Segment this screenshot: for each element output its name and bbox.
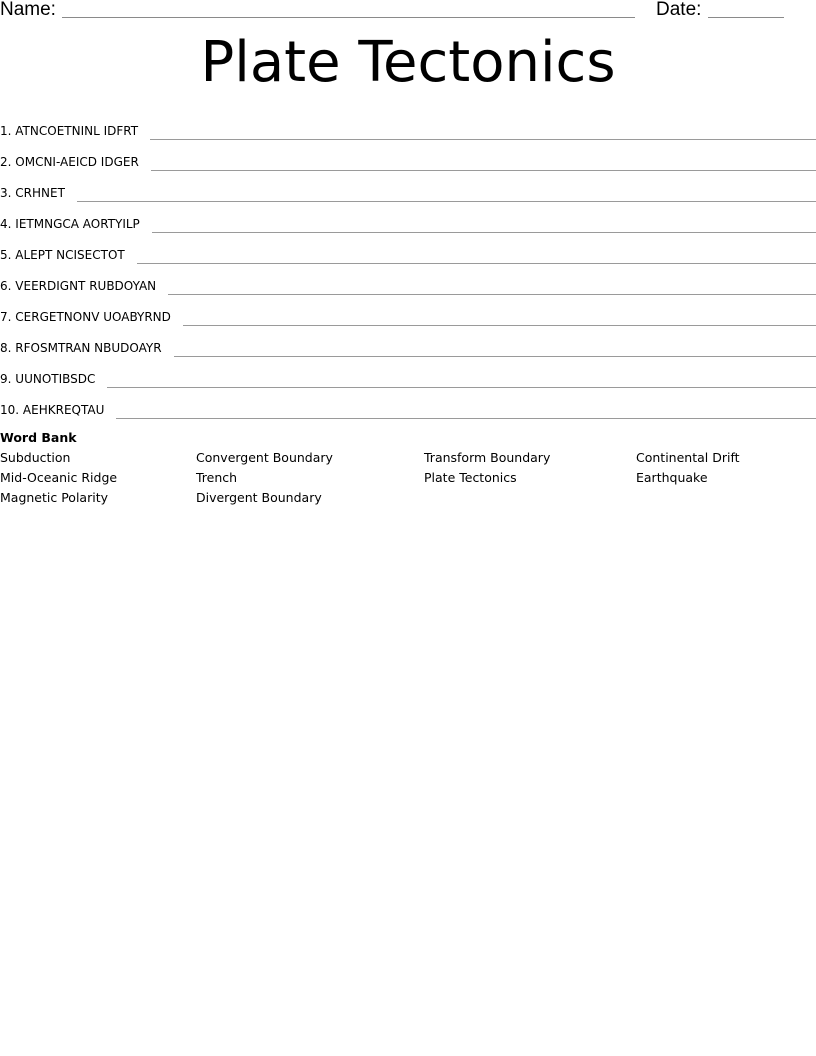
- item-number: 9.: [0, 372, 12, 386]
- answer-blank-line[interactable]: [77, 200, 816, 202]
- word-bank-word: Convergent Boundary: [196, 450, 333, 465]
- scramble-item: [0, 296, 816, 327]
- answer-blank-line[interactable]: [168, 293, 816, 295]
- word-bank-word: Transform Boundary: [424, 450, 551, 465]
- scramble-item: [0, 172, 816, 203]
- scramble-item: [0, 110, 816, 141]
- answer-blank-line[interactable]: [137, 262, 816, 264]
- word-bank-word: Magnetic Polarity: [0, 490, 108, 505]
- item-number: 7.: [0, 310, 12, 324]
- item-number: 4.: [0, 217, 12, 231]
- scramble-label: [0, 338, 162, 358]
- scramble-label: [0, 121, 138, 141]
- item-number: 2.: [0, 155, 12, 169]
- scrambled-word: CERGETNONV UOABYRND: [15, 310, 171, 324]
- scramble-label: [0, 183, 65, 203]
- date-label: Date:: [656, 0, 702, 20]
- item-number: 6.: [0, 279, 12, 293]
- answer-blank-line[interactable]: [150, 138, 816, 140]
- worksheet-title: Plate Tectonics: [200, 30, 616, 95]
- word-bank-word: Continental Drift: [636, 450, 740, 465]
- scrambled-word: ALEPT NCISECTOT: [15, 248, 125, 262]
- scrambled-word: ATNCOETNINL IDFRT: [15, 124, 139, 138]
- header-row: [0, 0, 816, 24]
- answer-blank-line[interactable]: [152, 231, 816, 233]
- date-blank-line[interactable]: [708, 17, 784, 18]
- scramble-item: [0, 203, 816, 234]
- word-bank-word: Plate Tectonics: [424, 470, 517, 485]
- word-bank-word: Divergent Boundary: [196, 490, 322, 505]
- scrambled-word: RFOSMTRAN NBUDOAYR: [15, 341, 162, 355]
- scramble-item: [0, 141, 816, 172]
- word-bank-title: Word Bank: [0, 430, 77, 445]
- name-label: Name:: [0, 0, 56, 20]
- answer-blank-line[interactable]: [183, 324, 816, 326]
- item-number: 1.: [0, 124, 12, 138]
- word-bank-grid: [0, 448, 816, 508]
- scramble-label: [0, 245, 125, 265]
- scramble-label: [0, 400, 104, 420]
- answer-blank-line[interactable]: [116, 417, 816, 419]
- scrambled-word: CRHNET: [15, 186, 65, 200]
- name-blank-line[interactable]: [62, 17, 635, 18]
- word-bank-word: Subduction: [0, 450, 71, 465]
- scramble-label: [0, 152, 139, 172]
- word-bank: [0, 428, 816, 508]
- word-bank-word: Trench: [196, 470, 238, 485]
- scramble-label: [0, 369, 95, 389]
- scramble-item: [0, 358, 816, 389]
- item-number: 10.: [0, 403, 20, 417]
- scrambled-word: IETMNGCA AORTYILP: [15, 217, 140, 231]
- answer-blank-line[interactable]: [107, 386, 816, 388]
- scramble-item: [0, 265, 816, 296]
- scrambled-word: OMCNI-AEICD IDGER: [15, 155, 139, 169]
- scramble-label: [0, 276, 156, 296]
- item-number: 3.: [0, 186, 12, 200]
- scramble-list: [0, 110, 816, 420]
- scrambled-word: AEHKREQTAU: [22, 403, 105, 417]
- scramble-item: [0, 234, 816, 265]
- word-bank-word: Mid-Oceanic Ridge: [0, 470, 118, 485]
- scramble-label: [0, 214, 140, 234]
- scramble-item: [0, 389, 816, 420]
- scramble-item: [0, 327, 816, 358]
- item-number: 8.: [0, 341, 12, 355]
- scramble-label: [0, 307, 171, 327]
- answer-blank-line[interactable]: [174, 355, 816, 357]
- answer-blank-line[interactable]: [151, 169, 816, 171]
- scrambled-word: VEERDIGNT RUBDOYAN: [15, 279, 157, 293]
- scrambled-word: UUNOTIBSDC: [15, 372, 96, 386]
- item-number: 5.: [0, 248, 12, 262]
- word-bank-word: Earthquake: [636, 470, 708, 485]
